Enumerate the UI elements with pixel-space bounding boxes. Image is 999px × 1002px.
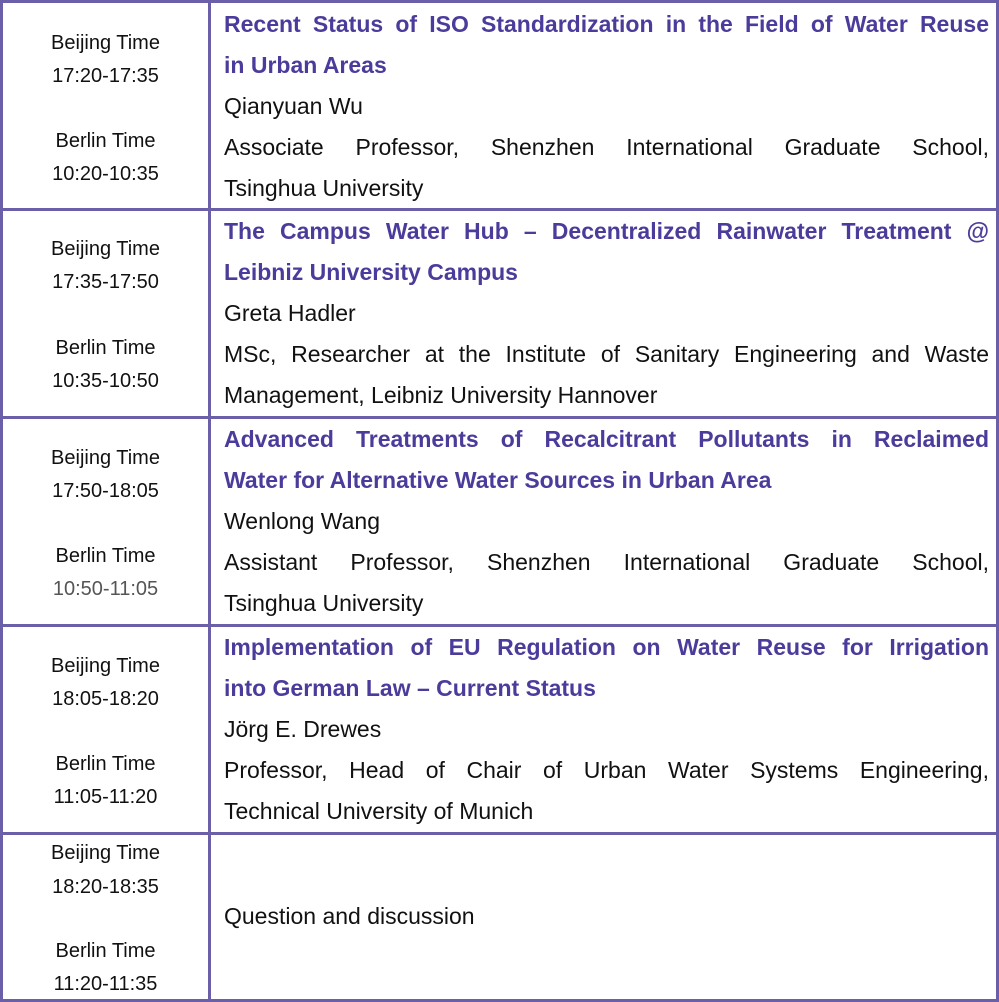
berlin-time-range: 11:05-11:20 [53, 786, 158, 808]
speaker-name: Wenlong Wang [224, 508, 380, 534]
speaker-affiliation: Tsinghua University [224, 175, 424, 201]
berlin-time-range: 10:50-11:05 [52, 578, 159, 600]
discussion-row [3, 835, 996, 999]
speaker-affiliation: MSc, Researcher at the Institute of Sanitary Engineering and Waste [224, 341, 989, 367]
beijing-time-label: Beijing Time [51, 238, 160, 260]
beijing-time-range: 18:05-18:20 [52, 688, 159, 710]
speaker-name: Qianyuan Wu [224, 93, 363, 119]
speaker-affiliation: Tsinghua University [224, 590, 424, 616]
speaker-affiliation: Management, Leibniz University Hannover [224, 382, 658, 408]
beijing-time-range: 17:50-18:05 [52, 480, 159, 502]
session-row-2 [3, 211, 996, 419]
speaker-affiliation: Technical University of Munich [224, 798, 534, 824]
discussion-text: Question and discussion [224, 903, 475, 929]
speaker-affiliation: Assistant Professor, Shenzhen International Graduate School, [224, 549, 989, 575]
speaker-name: Greta Hadler [224, 300, 356, 326]
beijing-time-label: Beijing Time [51, 447, 160, 469]
talk-title: Implementation of EU Regulation on Water Reuse for Irrigation [224, 634, 989, 660]
session-row-3 [3, 419, 996, 627]
talk-title: in Urban Areas [224, 52, 387, 78]
talk-title: Water for Alternative Water Sources in Urban Area [224, 467, 772, 493]
berlin-time-range: 10:20-10:35 [52, 163, 159, 185]
time-cell [3, 419, 211, 624]
beijing-time-label: Beijing Time [51, 655, 160, 677]
berlin-time-range: 10:35-10:50 [52, 370, 159, 392]
session-info [224, 4, 989, 209]
session-info [224, 419, 989, 624]
berlin-time-range: 11:20-11:35 [53, 973, 158, 995]
beijing-time-label: Beijing Time [51, 32, 160, 54]
talk-title: Advanced Treatments of Recalcitrant Pollutants in Reclaimed [224, 426, 989, 452]
berlin-time-label: Berlin Time [55, 337, 156, 359]
berlin-time-label: Berlin Time [55, 753, 156, 775]
berlin-time-label: Berlin Time [55, 130, 156, 152]
talk-title: Leibniz University Campus [224, 259, 518, 285]
session-info [224, 627, 989, 832]
berlin-time-label: Berlin Time [55, 545, 156, 567]
speaker-affiliation: Associate Professor, Shenzhen International Graduate School, [224, 134, 989, 160]
time-cell [3, 211, 211, 416]
time-cell [3, 627, 211, 832]
time-cell [3, 3, 211, 208]
berlin-time-label: Berlin Time [55, 940, 156, 962]
speaker-affiliation: Professor, Head of Chair of Urban Water Systems Engineering, [224, 757, 989, 783]
talk-title: Recent Status of ISO Standardization in the Field of Water Reuse [224, 11, 989, 37]
talk-title: The Campus Water Hub – Decentralized Rainwater Treatment @ [224, 218, 989, 244]
beijing-time-range: 18:20-18:35 [52, 876, 159, 898]
session-info [224, 211, 989, 416]
beijing-time-range: 17:20-17:35 [52, 65, 159, 87]
time-cell [3, 835, 211, 999]
beijing-time-range: 17:35-17:50 [52, 271, 159, 293]
beijing-time-label: Beijing Time [51, 842, 160, 864]
speaker-name: Jörg E. Drewes [224, 716, 382, 742]
session-row-4 [3, 627, 996, 835]
talk-title: into German Law – Current Status [224, 675, 596, 701]
session-row-1 [3, 3, 996, 211]
